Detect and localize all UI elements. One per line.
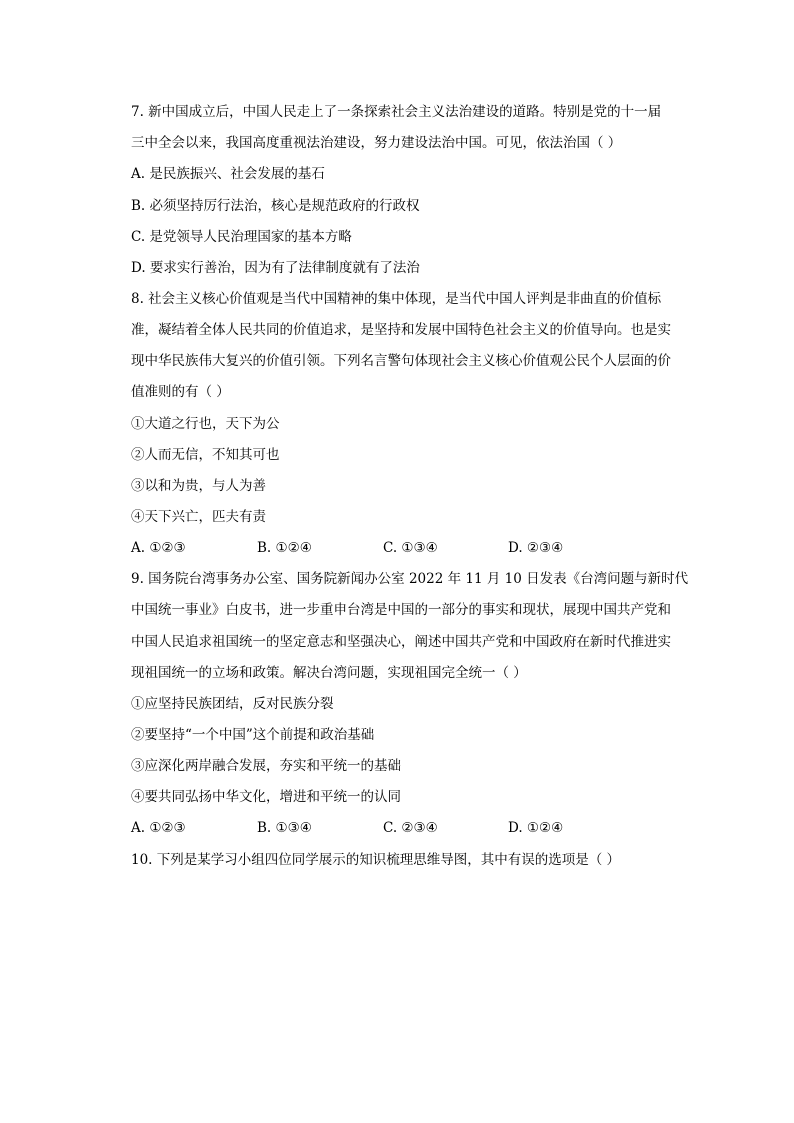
q7-stem-line-2: 三中全会以来，我国高度重视法治建设，努力建设法治中国。可见，依法治国（ ） bbox=[131, 135, 622, 151]
q9-statement-3: ③应深化两岸融合发展，夯实和平统一的基础 bbox=[131, 758, 401, 774]
q9-choice-c: C. ②③④ bbox=[383, 820, 438, 836]
q8-choice-d: D. ②③④ bbox=[508, 540, 564, 556]
q8-choice-c: C. ①③④ bbox=[383, 540, 438, 556]
q8-statement-1: ①大道之行也，天下为公 bbox=[131, 416, 280, 432]
q9-stem-line-3: 中国人民追求祖国统一的坚定意志和坚强决心，阐述中国共产党和中国政府在新时代推进实 bbox=[131, 634, 671, 650]
q9-stem-line-2: 中国统一事业》白皮书，进一步重申台湾是中国的一部分的事实和现状，展现中国共产党和 bbox=[131, 602, 671, 618]
q8-choice-a: A. ①②③ bbox=[131, 540, 186, 556]
q7-option-c: C. 是党领导人民治理国家的基本方略 bbox=[131, 229, 352, 245]
q9-choice-d: D. ①②④ bbox=[508, 820, 564, 836]
q7-option-a: A. 是民族振兴、社会发展的基石 bbox=[131, 166, 325, 182]
q9-answer-choices bbox=[131, 820, 651, 836]
q9-statement-4: ④要共同弘扬中华文化，增进和平统一的认同 bbox=[131, 789, 401, 805]
q7-option-b: B. 必须坚持厉行法治，核心是规范政府的行政权 bbox=[131, 198, 420, 214]
q8-choice-b: B. ①②④ bbox=[257, 540, 312, 556]
q8-statement-2: ②人而无信，不知其可也 bbox=[131, 447, 280, 463]
q9-choice-a: A. ①②③ bbox=[131, 820, 186, 836]
q7-stem-line-1: 7. 新中国成立后，中国人民走上了一条探索社会主义法治建设的道路。特别是党的十一届 bbox=[131, 104, 662, 120]
q8-stem-line-4: 值准则的有（ ） bbox=[131, 384, 230, 400]
q8-stem-line-2: 准，凝结着全体人民共同的价值追求，是坚持和发展中国特色社会主义的价值导向。也是实 bbox=[131, 322, 671, 338]
q8-statement-4: ④天下兴亡，匹夫有责 bbox=[131, 509, 266, 525]
q9-statement-1: ①应坚持民族团结，反对民族分裂 bbox=[131, 696, 334, 712]
q9-stem-line-1: 9. 国务院台湾事务办公室、国务院新闻办公室 2022 年 11 月 10 日发表《台湾问题与新时代 bbox=[131, 571, 689, 587]
q7-option-d: D. 要求实行善治，因为有了法律制度就有了法治 bbox=[131, 260, 420, 276]
q9-stem-line-4: 现祖国统一的立场和政策。解决台湾问题，实现祖国完全统一（ ） bbox=[131, 665, 527, 681]
q8-stem-line-3: 现中华民族伟大复兴的价值引领。下列名言警句体现社会主义核心价值观公民个人层面的价 bbox=[131, 353, 671, 369]
q8-answer-choices bbox=[131, 540, 651, 556]
q8-stem-line-1: 8. 社会主义核心价值观是当代中国精神的集中体现，是当代中国人评判是非曲直的价值标 bbox=[131, 291, 662, 307]
q9-statement-2: ②要坚持“一个中国”这个前提和政治基础 bbox=[131, 727, 375, 743]
q8-statement-3: ③以和为贵，与人为善 bbox=[131, 478, 266, 494]
q10-stem-line-1: 10. 下列是某学习小组四位同学展示的知识梳理思维导图，其中有误的选项是（ ） bbox=[131, 852, 621, 868]
q9-choice-b: B. ①③④ bbox=[257, 820, 312, 836]
